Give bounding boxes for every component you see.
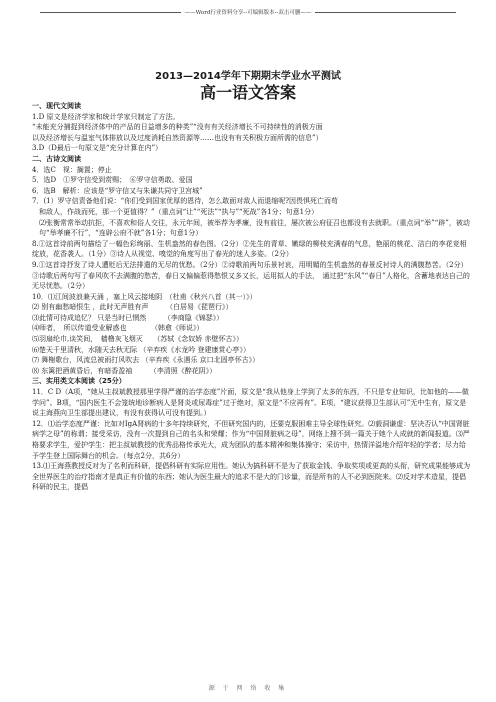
answer-line: “未能充分捕捉到经济体中的产品的日益增多的种类”“没有有关经济增长不可持续性的消极方面: [32, 123, 323, 132]
section-heading: 一、现代文阅读: [32, 102, 81, 110]
header-text: ——Word行业资料分享--可编辑版本--双击可删——: [184, 10, 312, 16]
answer-title: 高一语文答案: [199, 83, 296, 102]
answer-line: 6．选B 解析：应该是“罗守信又与朱谦共同守卫宫城”: [32, 186, 203, 195]
answer-line: 4．选C 视：搁置；停止: [32, 165, 112, 174]
answer-content: [32, 101, 472, 493]
poem-line: ⑸羽扇纶巾,谈笑间， 樯橹灰飞烟灭 （苏轼《念奴娇 赤壁怀古》）: [32, 335, 243, 344]
poem-line: ⑶此情可待成追忆？ 只是当时已惘然 （李商隐《锦瑟》）: [32, 313, 224, 322]
page-footer: 源 于 网 络 收 集: [208, 685, 288, 692]
poem-line: ⑵ 别有幽愁暗恨生 ，此时无声胜有声 （白居易《琵琶行》）: [32, 303, 233, 312]
page-header: [40, 6, 456, 18]
poem-line: ⑷师者， 所以传道受业解惑也 （韩愈《师说》）: [32, 324, 204, 333]
section-heading: 二、古诗文阅读: [32, 154, 81, 163]
answer-line: 8.①这首诗前两句描绘了一幅色彩绚丽、生机盎然的春色图。（2分）②先生的青草、嫩绿的柳枝充满春的气息，艳丽的桃花、洁白的李花竞相绽放，花香袭人。（1分）③诗人从视觉、嗅觉的角度写出了春光的迷人多姿。（2分）: [32, 239, 467, 259]
answer-line: ⑵张衡常常举动抗拒，不喜欢和俗人交往，永元年间，被举荐为孝廉，没有前往，屡次被公府征召也都没有去就职。（重点词“举”“辟”，被动句“举孝廉不行”，“连辟公府不就”各1分；句意1分）: [39, 218, 470, 238]
answer-line: 12．⑴治学态度严谨：比如对IgA肾病的十多年持续研究，不但研究国内的，还要克服困难主导全球性研究。⑵毅洞谦虚：坚决否认“中国肾脏病学之母”的称谓；接受采访，没有一次提到自己的名头和荣耀；作为“中国肾脏病之母”，网络上搜不到一篇关于她个人成就的新闻报道。⑶严格要求学生，爱护学生：把主叔斌教授的优秀品格传承光大，成为团队的基本精神和集体操守；采访中，热情洋溢地介绍年轻的学者；尽力给予学生登上国际舞台的机会。（每点2分，共6分）: [32, 419, 470, 460]
section-heading: 三、实用类文本阅读（25分）: [32, 377, 126, 386]
answer-line: 1.D 原文是经济学家和统计学家只制定了方法。: [32, 112, 180, 121]
answer-line: 13.⑴王海燕教授反对为了名利而科研，提倡科研有实际应用性。她认为搞科研不是为了获取金钱、争取奖项或更高的头衔，研究成果能够成为全世界医生的治疗指南才是真正有价值的东西；她认为医生最大的追求不是大的门诊量，而是所有的人不必到医院来。⑵反对学术造星，提倡科研的民主，提倡: [32, 462, 471, 492]
answer-line: 5．选D ①罗守信受到赏赐； ⑥罗守信勇敢、爱国: [32, 176, 193, 185]
exam-title: 2013—2014学年下期期末学业水平测试: [155, 71, 341, 82]
poem-line: ⑻ 东篱把酒黄昏后，有暗香盈袖 （李清照《醉花阴》）: [32, 366, 217, 375]
answer-line: 3.D（D最后一句原文是“充分计算在内”）: [32, 144, 163, 153]
poem-line: ⑹楚天千里清秋，水随天去秋无际 （辛弃疾《水龙吟 登建康赏心亭》）: [32, 345, 250, 354]
poem-line: 10．⑴江间波浪兼天涌 ，塞上风云接地阴 （杜甫《秋兴八首（其一）》）: [32, 292, 257, 301]
answer-line: 以及经济增长与温室气体排放以及过度消耗自然资源等……也没有有关积极方面所需的信息”）: [32, 133, 323, 142]
answer-line: 和敌人，作战而死，那一个更值得？”（重点词“让”“死法”“执与”“死战”各1分；句意1分）: [39, 207, 319, 216]
answer-line: 9.①这首诗抒发了诗人遭贬后无法排遣的无尽的忧愁。（2分）②诗歌前两句乐景衬哀，用明媚的生机盎然的春景反衬诗人的满腹愁苦。（2分）③诗歌后两句写了春风吹不去满腹的愁苦，春日又偏偏惹得愁恨又多又长，运用拟人的手法， 通过把“东风”“春日”人格化，含蓄地表达自己的无尽忧愁。（2分）: [32, 260, 470, 291]
poem-line: ⑺ 舞榭歌台，风流总被雨打风吹去 （辛弃疾《永遇乐 京口北固亭怀古》）: [32, 356, 260, 365]
answer-line: 11．C D（A项，“她从主叔斌教授那里学得严谨的治学态度”片面，原文是“我从他身上学到了太多的东西，不只是专业知识，比如他的——做学问”。B项，“国内医生不会笼统地诊断病人是肾炎或尿毒症”过于绝对，原文是“不应再有”。E项，“建议获得卫生部认可”无中生有，原文是说主海燕向卫生部提出建议，有没有获得认可没有提到。）: [32, 388, 469, 418]
answer-line: 7．(1）罗守信责备他们说：“你们受到国家优厚的恩待，怎么敢面对敌人而退缩呢?因畏惧死亡而苟: [32, 197, 338, 206]
